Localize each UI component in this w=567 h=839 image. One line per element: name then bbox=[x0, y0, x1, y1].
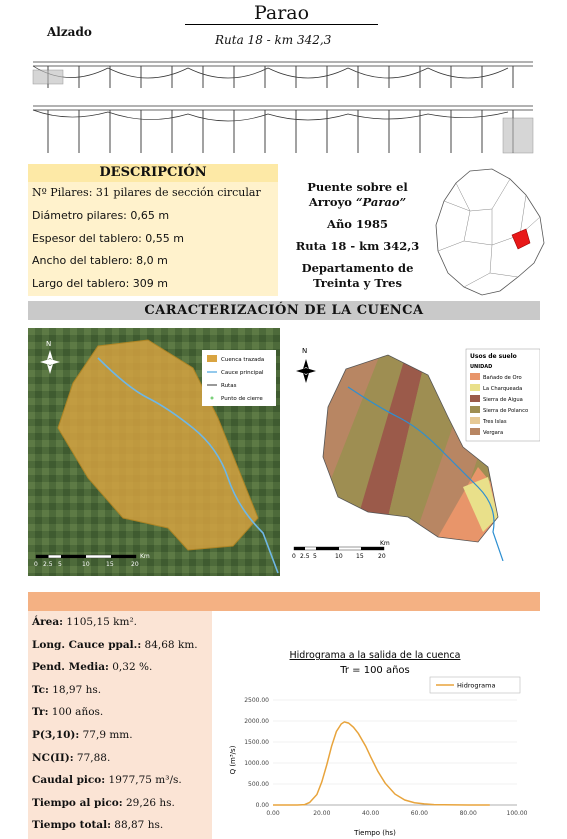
param-peak-flow bbox=[28, 769, 212, 792]
scale-label: 20 bbox=[131, 561, 139, 568]
legend-label: Hidrograma bbox=[457, 681, 496, 690]
soil-legend-label: Sierra de Polanco bbox=[483, 408, 529, 414]
param-value: 29,26 hs. bbox=[122, 796, 175, 809]
series-line-hidrograma bbox=[273, 722, 490, 805]
param-label: Tc: bbox=[32, 683, 49, 696]
param-value: 88,87 hs. bbox=[110, 819, 164, 832]
param-label: Long. Cauce ppal.: bbox=[32, 638, 142, 651]
bridge-year: Año 1985 bbox=[327, 217, 388, 231]
param-label: Caudal pico: bbox=[32, 774, 106, 787]
y-tick-label: 2500.00 bbox=[244, 697, 269, 705]
param-label: Pend. Media: bbox=[32, 661, 109, 674]
soil-legend-title: Usos de suelo bbox=[470, 353, 517, 360]
y-axis-label: Q (m³/s) bbox=[229, 745, 237, 775]
param-label: Área: bbox=[32, 616, 64, 628]
x-tick-label: 20.00 bbox=[313, 810, 331, 817]
bridge-route: Ruta 18 - km 342,3 bbox=[295, 239, 420, 253]
bridge-line2-prefix: Arroyo bbox=[308, 195, 356, 209]
parameters-panel bbox=[28, 611, 212, 839]
uruguay-location-map bbox=[430, 165, 548, 300]
soil-legend-label: Bañado de Oro bbox=[483, 375, 522, 381]
desc-line: Nº Pilares: 31 pilares de sección circular bbox=[32, 186, 261, 199]
soil-legend-label: Tres Islas bbox=[483, 419, 507, 425]
legend-river: Cauce principal bbox=[221, 370, 264, 376]
soil-legend-swatch bbox=[470, 417, 480, 424]
y-tick-label: 500.00 bbox=[248, 781, 269, 789]
legend-routes: Rutas bbox=[221, 383, 237, 389]
param-value: 18,97 hs. bbox=[48, 683, 102, 696]
scale-label: 0 bbox=[292, 553, 296, 560]
param-label: P(3,10): bbox=[32, 728, 80, 741]
x-tick-label: 80.00 bbox=[459, 810, 477, 817]
soil-legend-subtitle: UNIDAD bbox=[470, 364, 493, 370]
north-label: N bbox=[302, 347, 308, 355]
param-value: 77,88. bbox=[73, 751, 111, 764]
scale-label: 0 bbox=[34, 561, 38, 568]
desc-line: Espesor del tablero: 0,55 m bbox=[32, 231, 184, 245]
bridge-name: “Parao” bbox=[355, 195, 407, 209]
y-tick-label: 1000.00 bbox=[244, 760, 269, 768]
scale-label: 20 bbox=[378, 553, 386, 560]
scale-label: 15 bbox=[356, 553, 364, 560]
desc-line: Ancho del tablero: 8,0 m bbox=[32, 254, 168, 268]
bridge-info bbox=[290, 180, 425, 291]
param-label: NC(II): bbox=[32, 751, 74, 764]
x-tick-label: 40.00 bbox=[362, 810, 380, 817]
x-axis-label: Tiempo (hs) bbox=[354, 829, 396, 837]
scale-unit: Km bbox=[380, 540, 390, 547]
param-label: Tiempo al pico: bbox=[32, 796, 123, 809]
param-value: 1977,75 m³/s. bbox=[105, 774, 182, 787]
param-tr bbox=[28, 701, 212, 724]
soil-legend-swatch bbox=[470, 373, 480, 380]
soil-legend-label: Sierra de Aigua bbox=[483, 397, 523, 403]
param-value: 77,9 mm. bbox=[79, 728, 133, 741]
scale-unit: Km bbox=[140, 553, 150, 560]
x-tick-label: 0.00 bbox=[266, 810, 280, 817]
param-value: 100 años. bbox=[48, 706, 104, 719]
north-label: N bbox=[46, 340, 52, 348]
x-tick-label: 60.00 bbox=[410, 810, 428, 817]
alzado-label: Alzado bbox=[47, 25, 92, 39]
scale-label: 5 bbox=[313, 553, 317, 560]
y-tick-label: 2000.00 bbox=[244, 718, 269, 726]
scale-label: 10 bbox=[82, 561, 90, 568]
param-time-to-peak bbox=[28, 792, 212, 815]
soil-legend-swatch bbox=[470, 384, 480, 391]
route-subtitle: Ruta 18 - km 342,3 bbox=[215, 33, 332, 47]
descripcion-panel bbox=[28, 182, 278, 296]
desc-line: Largo del tablero: 309 m bbox=[32, 277, 168, 291]
legend-basin: Cuenca trazada bbox=[221, 357, 265, 363]
basin-soil-map bbox=[288, 337, 540, 561]
basin-satellite-map bbox=[28, 328, 280, 576]
hydrograph-chart bbox=[225, 645, 540, 838]
chart-title: Hidrograma a la salida de la cuenca bbox=[289, 650, 461, 661]
y-tick-label: 1500.00 bbox=[244, 739, 269, 747]
param-area bbox=[28, 611, 212, 634]
section-divider-bar bbox=[28, 592, 540, 611]
bridge-line2 bbox=[290, 195, 425, 210]
param-total-time bbox=[28, 814, 212, 837]
soil-legend-label: La Charqueada bbox=[483, 386, 523, 392]
scale-label: 15 bbox=[106, 561, 114, 568]
scale-label: 2.5 bbox=[300, 553, 310, 560]
bridge-dept1: Departamento de bbox=[301, 261, 414, 275]
soil-legend-swatch bbox=[470, 428, 480, 435]
bridge-elevation-drawing bbox=[28, 48, 548, 160]
cuenca-heading: CARACTERIZACIÓN DE LA CUENCA bbox=[28, 301, 540, 320]
scale-label: 5 bbox=[58, 561, 62, 568]
y-tick-label: 0.00 bbox=[255, 802, 269, 810]
param-nc bbox=[28, 747, 212, 770]
param-slope bbox=[28, 656, 212, 679]
chart-subtitle: Tr = 100 años bbox=[340, 665, 410, 676]
param-value: 0,32 %. bbox=[108, 661, 153, 674]
soil-legend-swatch bbox=[470, 406, 480, 413]
soil-legend-label: Vergara bbox=[483, 430, 504, 436]
param-label: Tiempo total: bbox=[32, 819, 111, 832]
param-value: 84,68 km. bbox=[141, 638, 198, 651]
scale-label: 2.5 bbox=[43, 561, 53, 568]
desc-line: Diámetro pilares: 0,65 m bbox=[32, 208, 170, 222]
bridge-line1: Puente sobre el bbox=[307, 180, 408, 194]
param-length bbox=[28, 634, 212, 657]
bridge-dept2: Treinta y Tres bbox=[313, 276, 402, 290]
soil-legend-swatch bbox=[470, 395, 480, 402]
page-title: Parao bbox=[185, 2, 378, 25]
descripcion-heading: DESCRIPCIÓN bbox=[28, 164, 278, 182]
x-tick-label: 100.00 bbox=[506, 810, 528, 817]
param-value: 1105,15 km². bbox=[63, 616, 138, 628]
scale-label: 10 bbox=[335, 553, 343, 560]
param-p310 bbox=[28, 724, 212, 747]
legend-point: Punto de cierre bbox=[221, 396, 263, 402]
param-tc bbox=[28, 679, 212, 702]
param-label: Tr: bbox=[32, 706, 49, 719]
